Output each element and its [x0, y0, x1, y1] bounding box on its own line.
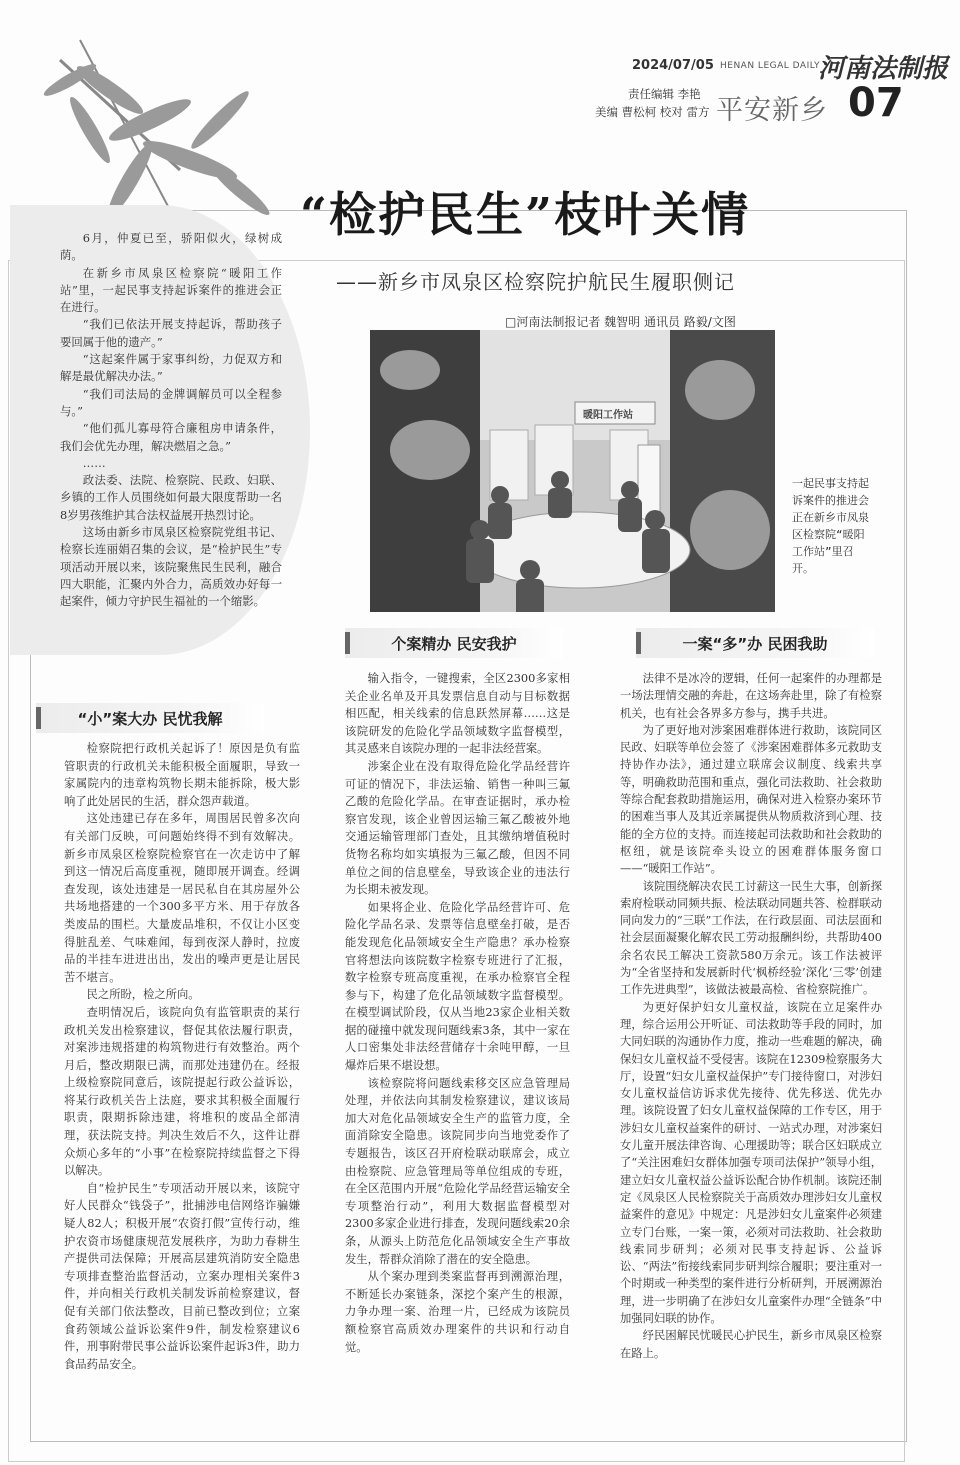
- section-title-text: “小”案大办 民忧我解: [77, 709, 223, 728]
- meeting-photo: [370, 330, 775, 612]
- photo-caption: 一起民事支持起诉案件的推进会正在新乡市凤泉区检察院“暖阳工作站”里召开。: [792, 477, 869, 575]
- body-paragraph: 如果将企业、危险化学品经营许可、危险化学品名录、发票等信息壁垒打破，是否能发现危化品领域安全生产隐患？承办检察官将想法向该院数字检察专班进行了汇报，数字检察专班高度重视，在承办检察官全程参与下，构建了危化品领域数字监督模型。在模型调试阶段，仅从当地23家企业相关数据的碰撞中就发现问题线索3条，其中一家在人口密集处非法经营储存十余吨甲醇，一旦爆炸后果不堪设想。: [345, 900, 570, 1073]
- column-2-text: [345, 670, 570, 1356]
- body-paragraph: 为了更好地对涉案困难群体进行救助，该院同区民政、妇联等单位会签了《涉案困难群体多元救助支持协作办法》，通过建立联席会议制度、线索共享等，明确救助范围和重点，强化司法救助、社会救助等综合配套救助措施运用，确保对进入检察办案环节的困难当事人及其近亲属提供从物质救济到心理、技能的全方位的支持。而连接起司法救助和社会救助的枢纽，就是该院牵头设立的困难群体服务窗口——“暖阳工作站”。: [620, 723, 882, 876]
- section-title: [345, 628, 563, 658]
- body-paragraph: 自“检护民生”专项活动开展以来，该院守好人民群众“钱袋子”，批捕涉电信网络诈骗嫌疑人82人；积极开展“农资打假”宣传行动，维护农资市场健康规范发展秩序，为助力春耕生产提供司法保障；开展高层建筑消防安全隐患专项排查整治监督活动，立案办理相关案件3件，并向相关行政机关制发诉前检察建议，督促有关部门依法整改，目前已整改到位；立案食药领域公益诉讼案件9件，制发检察建议6件，刑事附带民事公益诉讼案件起诉3件，助力食品药品安全。: [64, 1181, 300, 1371]
- body-paragraph: 检察院把行政机关起诉了！原因是负有监管职责的行政机关未能积极全面履职，导致一家属院内的违章构筑物长期未能拆除，极大影响了此处居民的生活，群众怨声载道。: [64, 742, 300, 808]
- intro-paragraph: 政法委、法院、检察院、民政、妇联、乡镇的工作人员围绕如何最大限度帮助一名8岁男孩维护其合法权益展开热烈讨论。: [60, 473, 282, 522]
- body-paragraph: 为更好保护妇女儿童权益，该院在立足案件办理，综合运用公开听证、司法救助等手段的同时，加大同妇联的沟通协作力度，推动一些难题的解决，确保妇女儿童权益不受侵害。该院在12309检察服务大厅，设置“妇女儿童权益保护”专门接待窗口，对涉妇女儿童权益信访诉求优先接待、优先移送、优先办理。该院设置了妇女儿童权益保障的工作专区，用于涉妇女儿童权益案件的研讨、一站式办理，对涉案妇女儿童开展法律咨询、心理援助等；联合区妇联成立了“关注困难妇女群体加强专项司法保护”领导小组，建立妇女儿童权益公益诉讼配合协作机制。该院还制定《凤泉区人民检察院关于高质效办理涉妇女儿童权益案件的意见》中规定：凡是涉妇女儿童案件必须建立专门台账，一案一策，必须对司法救助、社会救助线索同步研判；必须对民事支持起诉、公益诉讼、“两法”衔接线索同步研判综合履职；要注重对一个时期或一种类型的案件进行分析研判，开展溯源治理，进一步明确了在涉妇女儿童案件办理“全链条”中加强同妇联的协作。: [620, 1000, 882, 1325]
- body-paragraph: 纾民困解民忧暖民心护民生，新乡市凤泉区检察在路上。: [620, 1329, 882, 1360]
- body-paragraph: 查明情况后，该院向负有监管职责的某行政机关发出检察建议，督促其依法履行职责，对案涉违规搭建的构筑物进行有效整治。两个月后，整改期限已满，而那处违建仍在。经报上级检察院同意后，该院提起行政公益诉讼，将某行政机关告上法庭，要求其积极全面履行职责，限期拆除违建，将堆积的废品全部清理，获法院支持。判决生效后不久，这件让群众烦心多年的“小事”在检察院持续监督之下得以解决。: [64, 1005, 300, 1178]
- intro-text-block: [60, 230, 282, 611]
- intro-paragraph: “这起案件属于家事纠纷，力促双方和解是最优解决办法。”: [60, 352, 282, 384]
- header-staff: 美编 曹松柯 校对 雷方: [595, 105, 710, 119]
- column-1-text: [64, 740, 300, 1373]
- header-date: 2024/07/05: [632, 58, 714, 73]
- section-title: [36, 703, 264, 733]
- header-paper-logo: 河南法制报: [818, 54, 949, 84]
- header-page-number: 07: [848, 80, 904, 126]
- section-title: [636, 628, 874, 658]
- body-paragraph: 民之所盼，检之所向。: [86, 988, 200, 1002]
- column-3-text: [620, 670, 882, 1362]
- section-title-bar: [36, 707, 41, 729]
- body-paragraph: 该检察院将问题线索移交区应急管理局处理，并依法向其制发检察建议，建议该局加大对危化品领域安全生产的监管力度，全面消除安全隐患。该院同步向当地党委作了专题报告，该区召开府检联动联席会，成立由检察院、应急管理局等单位组成的专班，在全区范围内开展“危险化学品经营运输安全专项整治行动”，利用大数据监督模型对2300多家企业进行排查，发现问题线索20余条，从源头上防范危化品领域安全生产事故发生，帮群众消除了潜在的安全隐患。: [345, 1076, 570, 1266]
- headline-byline: □河南法制报记者 魏智明 通讯员 路毅/文图: [505, 315, 736, 329]
- meeting-photo-illustration: [370, 330, 775, 612]
- section-title-bar: [345, 632, 350, 654]
- header-paper-en: HENAN LEGAL DAILY: [720, 61, 821, 71]
- header-editor: 责任编辑 李艳: [628, 87, 701, 101]
- section-title-text: 一案“多”办 民困我助: [682, 634, 828, 653]
- intro-paragraph: “我们已依法开展支持起诉，帮助孩子要回属于他的遗产。”: [60, 317, 282, 349]
- header-section: 平安新乡: [716, 95, 828, 126]
- section-title-bar: [636, 632, 641, 654]
- bamboo-leaves-decoration: [20, 20, 290, 230]
- headline-title: “检护民生”枝叶关情: [300, 188, 751, 243]
- body-paragraph: 涉案企业在没有取得危险化学品经营许可证的情况下，非法运输、销售一种叫三氟乙酸的危险化学品。在审查证据时，承办检察官发现，该企业曾因运输三氟乙酸被外地交通运输管理部门查处，且其缴纳增值税时货物名称均如实填报为三氟乙酸，但因不同单位之间的信息壁垒，导致该企业的违法行为长期未被发现。: [345, 759, 570, 897]
- intro-paragraph: “他们孤儿寡母符合廉租房申请条件，我们会优先办理，解决燃眉之急。”: [60, 421, 282, 453]
- intro-paragraph: 在新乡市凤泉区检察院“暖阳工作站”里，一起民事支持起诉案件的推进会正在进行。: [60, 265, 282, 315]
- intro-paragraph: 6月，仲夏已至，骄阳似火，绿树成荫。: [60, 231, 282, 263]
- body-paragraph: 该院围绕解决农民工讨薪这一民生大事，创新探索府检联动同频共振、检法联动同题共答、检群联动同向发力的“三联”工作法，在行政层面、司法层面和社会层面凝聚化解农民工劳动报酬纠纷，共帮助400余名农民工解决工资款580万余元。该工作法被评为“全省坚持和发展新时代‘枫桥经验’深化‘三零’创建工作先进典型”，该做法被最高检、省检察院推广。: [620, 879, 882, 997]
- section-title-text: 个案精办 民安我护: [391, 634, 517, 653]
- photo-sign-text: 暖阳工作站: [583, 410, 633, 421]
- body-paragraph: 从个案办理到类案监督再到溯源治理，不断延长办案链条，深挖个案产生的根源，力争办理一案、治理一片，已经成为该院员额检察官高质效办理案件的共识和行动自觉。: [345, 1270, 570, 1354]
- intro-paragraph: ……: [82, 455, 106, 470]
- intro-paragraph: 这场由新乡市凤泉区检察院党组书记、检察长连丽娟召集的会议，是“检护民生”专项活动开展以来，该院聚焦民生民利，融合四大职能，汇聚内外合力，高质效办好每一起案件，倾力守护民生福祉的一个缩影。: [60, 525, 282, 609]
- body-paragraph: 这处违建已存在多年，周围居民曾多次向有关部门反映，可问题始终得不到有效解决。新乡市凤泉区检察院检察官在一次走访中了解到这一情况后高度重视，随即展开调查。经调查发现，该处违建是一居民私自在其房屋外公共场地搭建的一个300多平方米、用于存放各类废品的围栏。大量废品堆积，不仅让小区变得脏乱差、气味难闻，每到夜深人静时，拉废品的半挂车进进出出，发出的噪声更是让居民苦不堪言。: [64, 812, 300, 984]
- intro-paragraph: “我们司法局的金牌调解员可以全程参与。”: [60, 386, 282, 418]
- body-paragraph: 输入指令，一键搜索，全区2300多家相关企业名单及开具发票信息自动与目标数据相匹配，相关线索的信息跃然屏幕……这是该院研发的危险化学品领域数字监督模型，其灵感来自该院办理的一起非法经营案。: [345, 672, 570, 756]
- headline-subtitle: ——新乡市凤泉区检察院护航民生履职侧记: [336, 270, 735, 294]
- body-paragraph: 法律不是冰冷的逻辑，任何一起案件的办理都是一场法理情交融的奔赴，在这场奔赴里，除了有检察机关，也有社会各界多方参与，携手共进。: [620, 672, 882, 720]
